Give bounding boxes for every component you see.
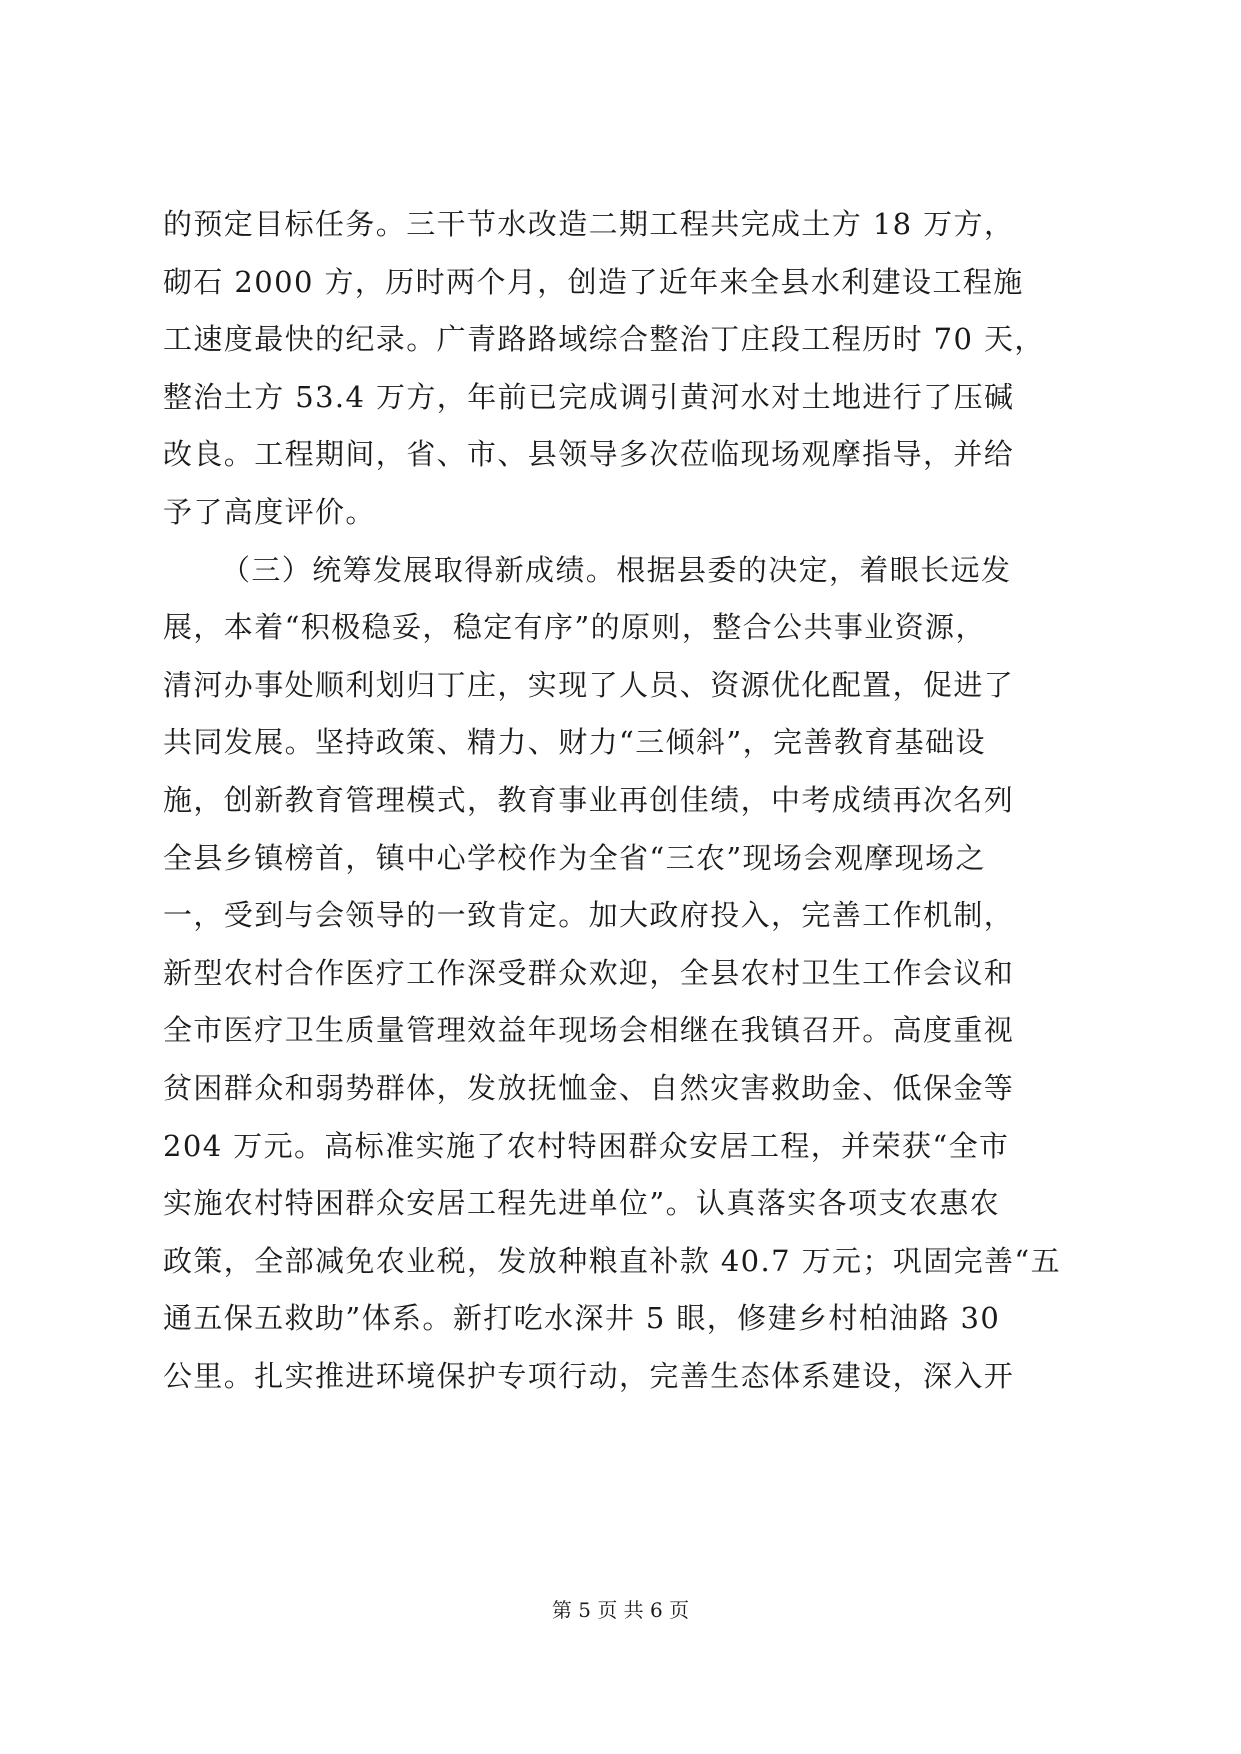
page-footer <box>0 1596 1241 1624</box>
text-line: 整治土方 53.4 万方，年前已完成调引黄河水对土地进行了压碱 <box>163 379 1015 414</box>
text-line: 清河办事处顺利划归丁庄，实现了人员、资源优化配置，促进了 <box>163 667 1015 702</box>
text-line: 砌石 2000 方，历时两个月，创造了近年来全县水利建设工程施 <box>163 264 1024 299</box>
text-line: 改良。工程期间，省、市、县领导多次莅临现场观摩指导，并给 <box>163 437 1015 472</box>
text-line: 工速度最快的纪录。广青路路域综合整治丁庄段工程历时 70 天， <box>163 322 1045 357</box>
paragraph-start-line: （三）统筹发展取得新成绩。根据县委的决定，着眼长远发 <box>221 552 1012 587</box>
document-body <box>163 196 1093 1405</box>
text-line: 全市医疗卫生质量管理效益年现场会相继在我镇召开。高度重视 <box>163 1013 1015 1048</box>
text-line: 204 万元。高标准实施了农村特困群众安居工程，并荣获“全市 <box>163 1128 1010 1163</box>
text-line: 实施农村特困群众安居工程先进单位”。认真落实各项支农惠农 <box>163 1186 1001 1221</box>
text-line: 通五保五救助”体系。新打吃水深井 5 眼，修建乡村柏油路 30 <box>163 1301 1001 1336</box>
text-line: 政策，全部减免农业税，发放种粮直补款 40.7 万元；巩固完善“五 <box>163 1243 1062 1278</box>
page-number: 第 5 页 共 6 页 <box>551 1598 690 1622</box>
text-line: 新型农村合作医疗工作深受群众欢迎，全县农村卫生工作会议和 <box>163 955 1015 990</box>
text-line: 共同发展。坚持政策、精力、财力“三倾斜”，完善教育基础设 <box>163 725 986 760</box>
text-line: 全县乡镇榜首，镇中心学校作为全省“三农”现场会观摩现场之 <box>163 840 986 875</box>
text-line: 予了高度评价。 <box>163 494 376 529</box>
text-line: 贫困群众和弱势群体，发放抚恤金、自然灾害救助金、低保金等 <box>163 1070 1015 1105</box>
text-line: 的预定目标任务。三干节水改造二期工程共完成土方 18 万方， <box>163 207 1015 241</box>
text-line: 展，本着“积极稳妥，稳定有序”的原则，整合公共事业资源， <box>163 610 986 645</box>
text-line: 施，创新教育管理模式，教育事业再创佳绩，中考成绩再次名列 <box>163 782 1015 817</box>
text-line: 公里。扎实推进环境保护专项行动，完善生态体系建设，深入开 <box>163 1358 1015 1393</box>
text-line: 一，受到与会领导的一致肯定。加大政府投入，完善工作机制， <box>163 898 1015 933</box>
